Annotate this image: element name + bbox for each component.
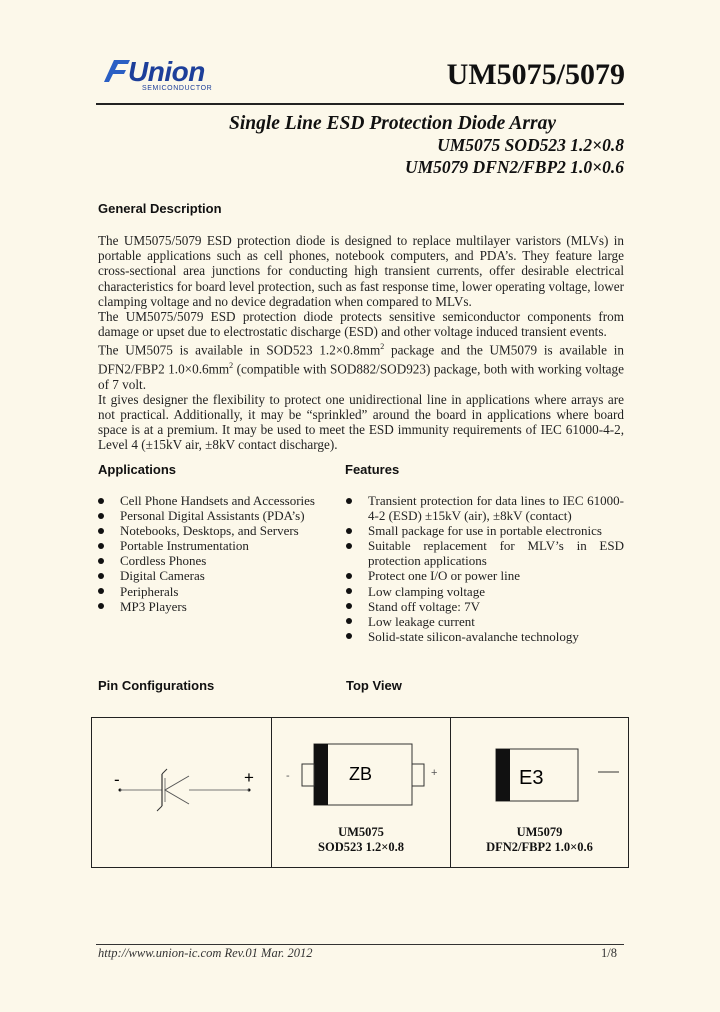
list-item: Small package for use in portable electronics	[344, 523, 624, 538]
superscript: 2	[229, 361, 234, 371]
pin-configuration-box	[91, 717, 629, 868]
dfn2-package-drawing	[451, 718, 628, 833]
company-logo	[98, 56, 233, 98]
availability-text: (compatible with SOD882/SOD923) package, both with working voltage of 7 volt.	[98, 361, 624, 392]
list-item: MP3 Players	[96, 599, 331, 614]
page-number: 1/8	[601, 946, 617, 960]
pin-configurations-heading: Pin Configurations	[98, 678, 215, 693]
cathode-minus-label: -	[114, 770, 120, 789]
sod-minus-label: -	[286, 770, 290, 782]
description-paragraph: The UM5075/5079 ESD protection diode is designed to replace multilayer varistors (MLVs) in portable applications such as cell phones, notebook computers, and PDA’s. They feature large cross-sectional area junctions for conducting high transient currents, offer desirable electrical characteristics for board level protection, such as fast response time, lower operating voltage, lower clamping voltage and no device degradation when compared to MLVs.	[98, 233, 624, 309]
caption-package: DFN2/FBP2 1.0×0.6	[486, 840, 593, 854]
footer-url-revision: http://www.union-ic.com Rev.01 Mar. 2012	[98, 946, 313, 960]
features-heading: Features	[345, 462, 400, 477]
caption-part: UM5075	[338, 825, 384, 839]
dfn-marking: E3	[519, 767, 544, 789]
description-paragraph: It gives designer the flexibility to protect one unidirectional line in applications where arrays are not practical. Additionally, it may be “sprinkled” around the board in applications where board space is at a premium. It may be used to meet the ESD immunity requirements of IEC 61000-4-2, Level 4 (±15kV air, ±8kV contact discharge).	[98, 391, 624, 453]
dfn2-caption	[451, 825, 628, 855]
document-title: Single Line ESD Protection Diode Array	[229, 113, 556, 134]
list-item: Notebooks, Desktops, and Servers	[96, 523, 331, 538]
list-item: Personal Digital Assistants (PDA’s)	[96, 508, 331, 523]
caption-package: SOD523 1.2×0.8	[318, 840, 404, 854]
list-item: Peripherals	[96, 584, 331, 599]
logo-wordmark: Union	[128, 56, 205, 87]
list-item: Transient protection for data lines to IEC 61000-4-2 (ESD) ±15kV (air), ±8kV (contact)	[344, 493, 624, 523]
sod523-caption	[272, 825, 450, 855]
list-item: Cordless Phones	[96, 553, 331, 568]
footer-divider	[96, 944, 624, 945]
anode-plus-label: +	[244, 768, 254, 787]
general-description-body	[98, 233, 624, 453]
sod523-package-drawing	[272, 718, 450, 833]
caption-part: UM5079	[516, 825, 563, 839]
superscript: 2	[380, 342, 385, 352]
list-item: Stand off voltage: 7V	[344, 599, 624, 614]
applications-list	[96, 493, 331, 614]
subtitle-um5079: UM5079 DFN2/FBP2 1.0×0.6	[404, 157, 624, 177]
applications-heading: Applications	[98, 462, 177, 477]
sod-marking: ZB	[349, 764, 373, 784]
description-paragraph: The UM5075/5079 ESD protection diode protects sensitive semiconductor components from damage or upset due to electrostatic discharge (ESD) and other voltage induced transient events.	[98, 309, 624, 340]
list-item: Cell Phone Handsets and Accessories	[96, 493, 331, 508]
top-view-heading: Top View	[346, 678, 402, 693]
logo-subtitle: SEMICONDUCTOR	[142, 85, 213, 92]
header-divider	[96, 103, 624, 105]
general-description-heading: General Description	[98, 201, 222, 216]
availability-paragraph	[98, 339, 624, 391]
list-item: Low clamping voltage	[344, 584, 624, 599]
list-item: Portable Instrumentation	[96, 538, 331, 553]
list-item: Solid-state silicon-avalanche technology	[344, 629, 624, 644]
subtitle-um5075: UM5075 SOD523 1.2×0.8	[437, 135, 624, 155]
list-item: Suitable replacement for MLV’s in ESD protection applications	[344, 538, 624, 568]
list-item: Digital Cameras	[96, 568, 331, 583]
features-list	[344, 493, 624, 644]
diode-symbol-icon	[92, 718, 271, 867]
list-item: Low leakage current	[344, 614, 624, 629]
availability-text: The UM5075 is available in SOD523 1.2×0.8mm	[98, 342, 381, 358]
part-number-title: UM5075/5079	[446, 58, 625, 91]
list-item: Protect one I/O or power line	[344, 568, 624, 583]
availability-text: package and the UM5079 is available in DFN2/FBP2 1.0×0.6mm	[98, 342, 624, 377]
sod-plus-label: +	[431, 767, 438, 779]
